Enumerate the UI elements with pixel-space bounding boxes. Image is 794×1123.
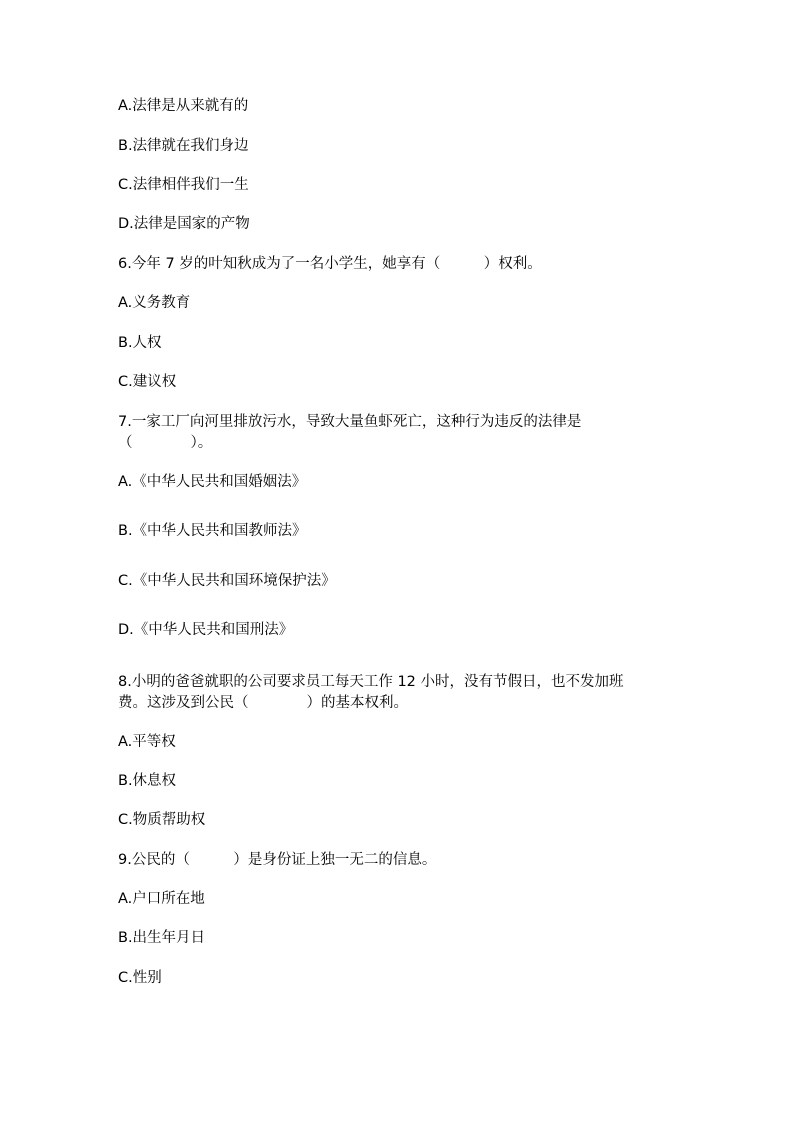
q6-option-c: C.建议权 [118,374,177,390]
q6-option-a: A.义务教育 [118,295,191,311]
q7-option-d: D.《中华人民共和国刑法》 [118,622,294,638]
q9-option-b: B.出生年月日 [118,930,206,946]
question-6-stem: 6.今年 7 岁的叶知秋成为了一名小学生，她享有（ ）权利。 [118,256,542,272]
option-c: C.法律相伴我们一生 [118,177,249,193]
question-8-stem-line2: 费。这涉及到公民（ ）的基本权利。 [118,695,408,711]
q8-option-a: A.平等权 [118,734,176,750]
question-9-stem: 9.公民的（ ）是身份证上独一无二的信息。 [118,852,437,868]
q9-option-a: A.户口所在地 [118,891,205,907]
q9-option-c: C.性别 [118,970,162,986]
q7-option-b: B.《中华人民共和国教师法》 [118,523,307,539]
q8-option-c: C.物质帮助权 [118,812,206,828]
q7-option-a: A.《中华人民共和国婚姻法》 [118,474,307,490]
question-7-stem-line2: （ ）。 [118,435,213,451]
q7-option-c: C.《中华人民共和国环境保护法》 [118,573,336,589]
q6-option-b: B.人权 [118,335,162,351]
option-b: B.法律就在我们身边 [118,138,249,154]
q8-option-b: B.休息权 [118,773,177,789]
question-7-stem-line1: 7.一家工厂向河里排放污水，导致大量鱼虾死亡，这种行为违反的法律是 [118,414,582,430]
option-d: D.法律是国家的产物 [118,216,250,232]
question-8-stem-line1: 8.小明的爸爸就职的公司要求员工每天工作 12 小时，没有节假日，也不发加班 [118,674,624,690]
option-a: A.法律是从来就有的 [118,98,249,114]
